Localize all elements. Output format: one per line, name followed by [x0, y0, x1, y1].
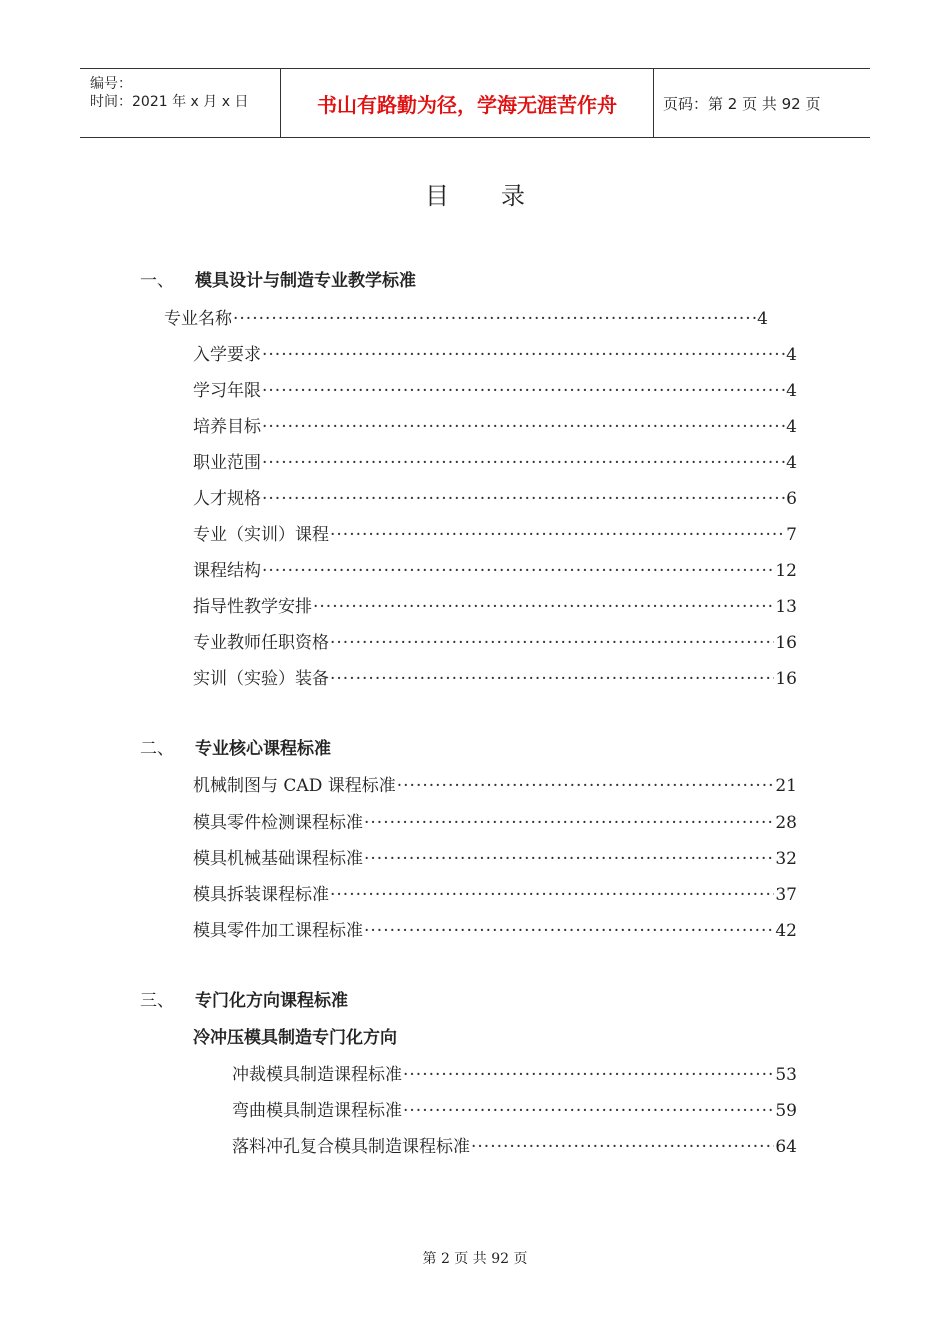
toc-entry-page: 13 [775, 597, 797, 617]
toc-entry-label: 职业范围 [193, 453, 261, 473]
leader-dots [262, 345, 785, 365]
toc-entry-label: 模具拆装课程标准 [193, 885, 329, 905]
section-title: 专业核心课程标准 [195, 739, 331, 759]
toc-entry-label: 课程结构 [193, 561, 261, 581]
toc-entry-label: 模具零件加工课程标准 [193, 921, 363, 941]
toc-entry-label: 专业名称 [164, 309, 232, 329]
leader-dots [330, 669, 774, 689]
toc-entry[interactable] [193, 628, 797, 652]
leader-dots [403, 1101, 774, 1121]
toc-entry-page: 6 [786, 489, 797, 509]
page-title [0, 176, 950, 211]
toc-entry[interactable] [193, 664, 797, 688]
header-meta [80, 69, 281, 137]
toc-entry[interactable] [193, 880, 797, 904]
toc-entry[interactable] [193, 592, 797, 616]
section-number: 三、 [140, 991, 174, 1011]
toc-entry-label: 学习年限 [193, 381, 261, 401]
toc-entry-page: 16 [775, 669, 797, 689]
leader-dots [313, 597, 774, 617]
leader-dots [364, 849, 774, 869]
toc-entry-label: 指导性教学安排 [193, 597, 312, 617]
leader-dots [330, 633, 774, 653]
leader-dots [471, 1137, 774, 1157]
document-number-label: 编号： [90, 76, 132, 92]
toc-entry-label: 入学要求 [193, 345, 261, 365]
toc-entry[interactable] [164, 304, 768, 328]
leader-dots [403, 1065, 774, 1085]
leader-dots [364, 813, 774, 833]
section-title: 模具设计与制造专业教学标准 [195, 271, 416, 291]
toc-entry-label: 模具机械基础课程标准 [193, 849, 363, 869]
toc-entry-page: 21 [775, 776, 797, 796]
leader-dots [262, 489, 785, 509]
toc-entry-label: 实训（实验）装备 [193, 669, 329, 689]
toc-entry-page: 4 [786, 417, 797, 437]
toc-entry-page: 4 [757, 309, 768, 329]
leader-dots [262, 381, 785, 401]
toc-entry-label: 落料冲孔复合模具制造课程标准 [232, 1137, 470, 1157]
toc-section-2 [140, 734, 331, 759]
title-char-2: 录 [501, 182, 525, 210]
toc-entry-label: 弯曲模具制造课程标准 [232, 1101, 402, 1121]
toc-entry[interactable] [193, 916, 797, 940]
toc-entry-page: 59 [775, 1101, 797, 1121]
toc-entry-page: 42 [775, 921, 797, 941]
toc-entry[interactable] [193, 340, 797, 364]
toc-entry-label: 人才规格 [193, 489, 261, 509]
page-header [80, 68, 870, 138]
toc-entry[interactable] [193, 520, 797, 544]
toc-entry-label: 专业教师任职资格 [193, 633, 329, 653]
toc-section-3 [140, 986, 348, 1011]
toc-entry[interactable] [193, 412, 797, 436]
section-title: 专门化方向课程标准 [195, 991, 348, 1011]
leader-dots [364, 921, 774, 941]
toc-entry-page: 4 [786, 453, 797, 473]
toc-entry-page: 4 [786, 381, 797, 401]
toc-entry-label: 培养目标 [193, 417, 261, 437]
leader-dots [262, 453, 785, 473]
toc-entry-page: 53 [775, 1065, 797, 1085]
page-footer: 第 2 页 共 92 页 [422, 1251, 528, 1267]
toc-entry[interactable] [232, 1096, 797, 1120]
leader-dots [262, 417, 785, 437]
leader-dots [233, 309, 756, 329]
toc-entry[interactable] [193, 484, 797, 508]
toc-entry-label: 专业（实训）课程 [193, 525, 329, 545]
toc-entry-label: 冲裁模具制造课程标准 [232, 1065, 402, 1085]
toc-entry[interactable] [193, 448, 797, 472]
toc-entry[interactable] [193, 376, 797, 400]
leader-dots [330, 885, 774, 905]
header-page-info: 页码：第 2 页 共 92 页 [663, 94, 821, 113]
toc-entry-page: 7 [786, 525, 797, 545]
toc-entry-page: 64 [775, 1137, 797, 1157]
toc-entry[interactable] [193, 808, 797, 832]
toc-entry[interactable] [193, 556, 797, 580]
section-number: 二、 [140, 739, 174, 759]
toc-entry-page: 12 [775, 561, 797, 581]
toc-entry[interactable] [193, 771, 797, 795]
toc-entry[interactable] [232, 1132, 797, 1156]
section-number: 一、 [140, 271, 174, 291]
toc-entry-page: 37 [775, 885, 797, 905]
toc-entry-page: 28 [775, 813, 797, 833]
toc-entry-label: 机械制图与 CAD 课程标准 [193, 776, 396, 796]
toc-entry-page: 16 [775, 633, 797, 653]
toc-entry-label: 模具零件检测课程标准 [193, 813, 363, 833]
toc-entry-page: 32 [775, 849, 797, 869]
leader-dots [262, 561, 774, 581]
title-char-1: 目 [425, 182, 449, 210]
leader-dots [330, 525, 785, 545]
toc-section-1 [140, 266, 416, 291]
toc-entry-page: 4 [786, 345, 797, 365]
document-date: 时间：2021 年 x 月 x 日 [90, 94, 249, 110]
leader-dots [397, 776, 775, 796]
toc-entry[interactable] [232, 1060, 797, 1084]
toc-subsection-title: 冷冲压模具制造专门化方向 [193, 1028, 397, 1048]
header-motto: 书山有路勤为径，学海无涯苦作舟 [281, 69, 654, 137]
toc-entry[interactable] [193, 844, 797, 868]
